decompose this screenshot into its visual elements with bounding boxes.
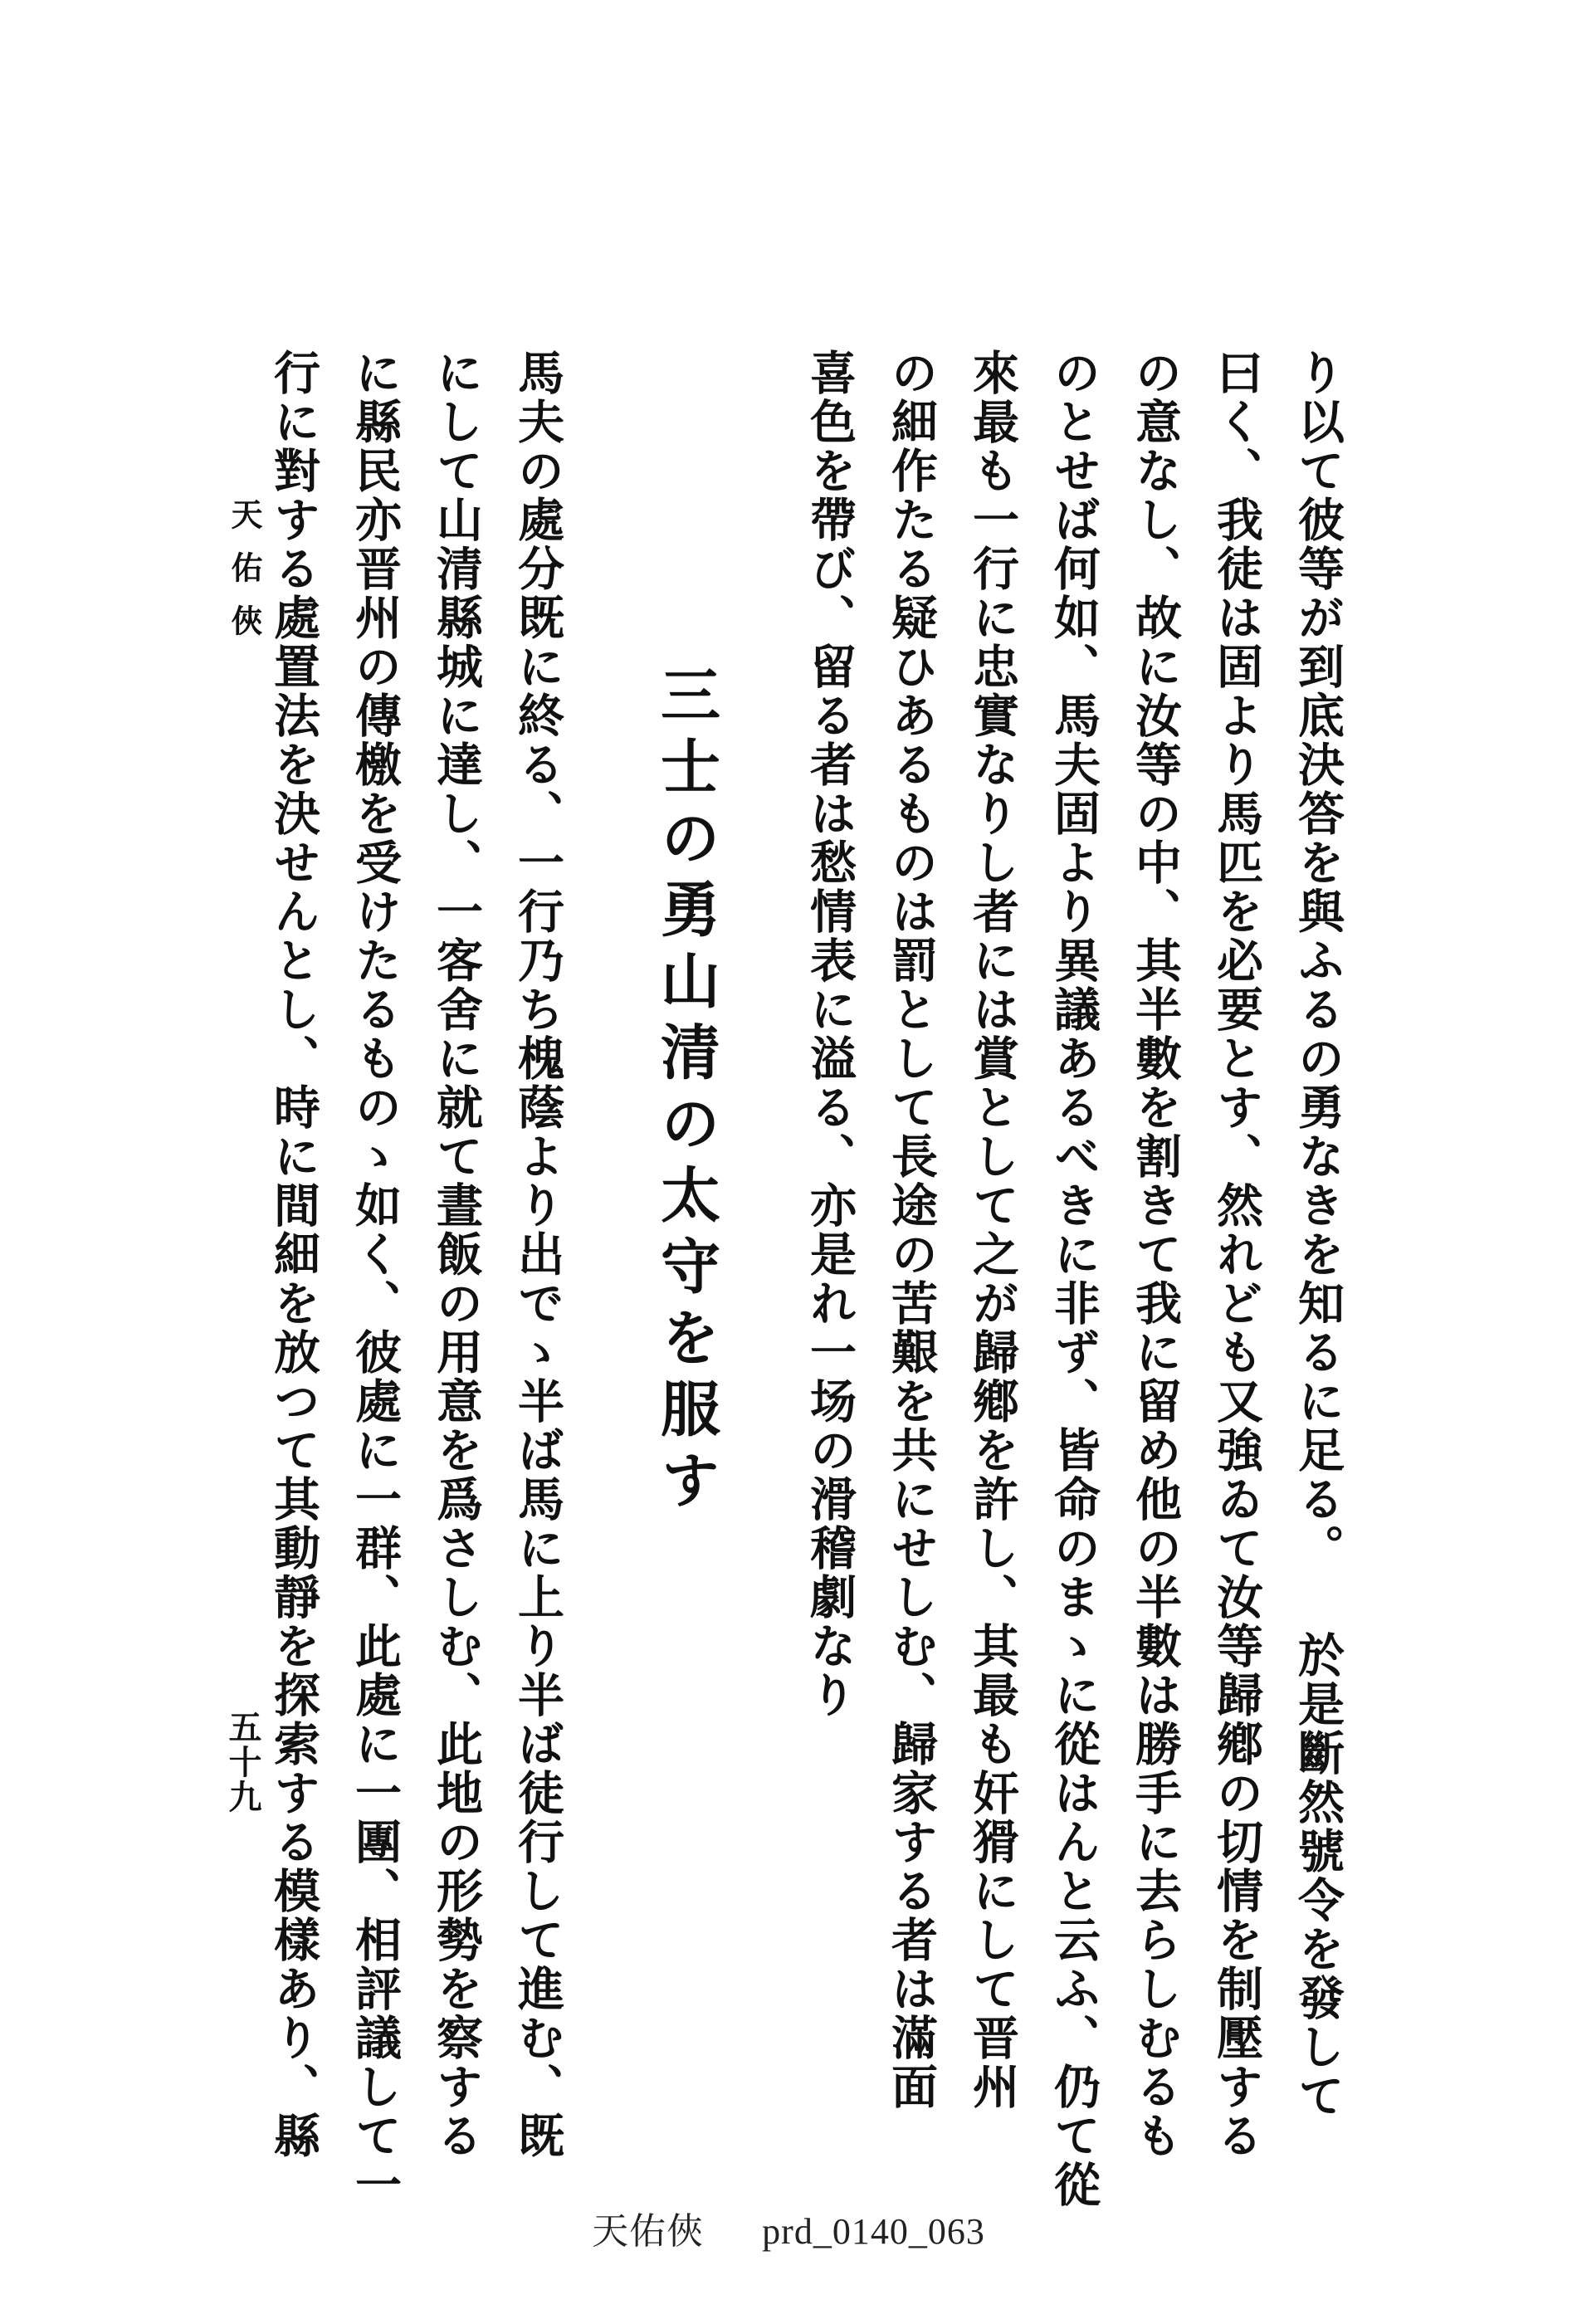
text-line-6: の細作たる疑ひあるものは罰として長途の苦艱を共にせしむ、歸家する者は滿面 <box>884 349 939 2112</box>
text-line-10: に縣民亦晋州の傳檄を受けたるものゝ如く、彼處に一群、此處に一團、相評議して一 <box>348 349 403 2209</box>
text-line-5: 來最も一行に忠實なりし者には賞として之が歸鄕を許し、其最も奸猾にして晋州 <box>965 349 1020 2112</box>
text-line-3: の意なし、故に汝等の中、其半數を割きて我に留め他の半數は勝手に去らしむるも <box>1128 349 1183 2160</box>
text-line-1-content: り以て彼等が到底決答を與ふるの勇なきを知るに足る。 <box>1291 349 1345 1573</box>
text-line-8: 馬夫の處分既に終る、一行乃ち槐蔭より出でゝ半ば馬に上り半ば徒行して進む、既 <box>510 349 565 2160</box>
running-header-title: 天佑俠 <box>226 498 263 657</box>
text-line-7: 喜色を帶び、留る者は愁情表に溢る、亦是れ一场の滑稽劇なり <box>803 349 857 1720</box>
text-line-4: のとせば何如、馬夫固より異議あるべきに非ず、皆命のまゝに從はんと云ふ、仍て從 <box>1047 349 1101 2209</box>
text-line-1 <box>1291 349 1345 2121</box>
footer-title: 天佑俠 <box>592 2211 705 2252</box>
text-line-9: にして山清縣城に達し、一客舍に就て晝飯の用意を爲さしむ、此地の形勢を察する <box>429 349 484 2160</box>
text-line-2: 曰く、我徒は固より馬匹を必要とす、然れども又強ゐて汝等歸鄕の切情を制壓する <box>1209 349 1264 2160</box>
section-title: 三士の勇山清の太守を服す <box>651 664 721 1521</box>
text-line-11: 行に對する處置法を決せんとし、時に間細を放つて其動靜を探索する模樣あり、縣 <box>266 349 321 2160</box>
text-line-1-tail: 於是斷然號令を發して <box>1291 1631 1345 2121</box>
page-number: 五十九 <box>223 1710 262 1814</box>
footer <box>0 2201 1577 2254</box>
footer-page-id: prd_0140_063 <box>762 2211 985 2252</box>
